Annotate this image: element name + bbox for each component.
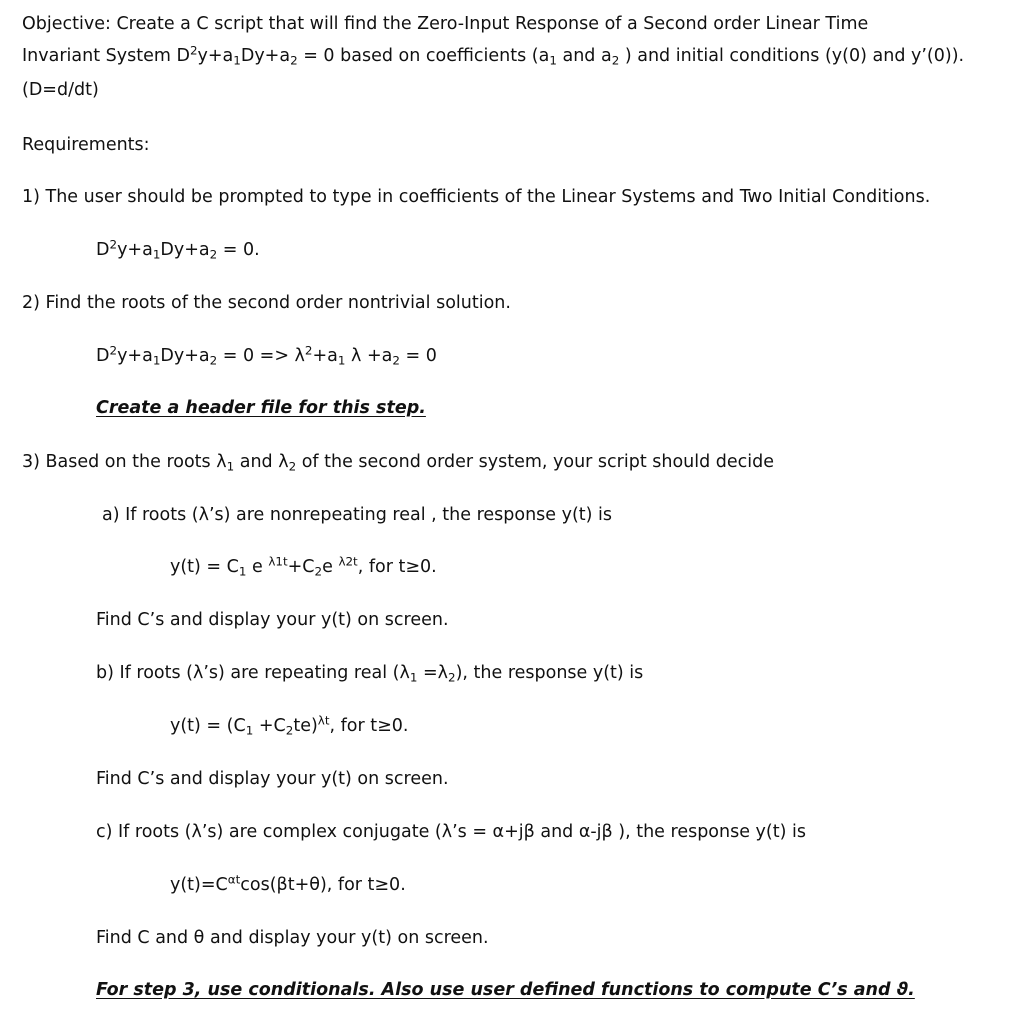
step-3a-find: Find C’s and display your y(t) on screen. (96, 610, 449, 630)
text: +C (287, 557, 315, 577)
superscript: λ2t (338, 554, 358, 569)
step-2-text: 2) Find the roots of the second order nontrivial solution. (22, 293, 511, 313)
step-3a-text: a) If roots (λ’s) are nonrepeating real , the response y(t) is (102, 505, 613, 525)
text: y+a (117, 346, 153, 366)
subscript: 1 (226, 459, 235, 474)
subscript: 1 (409, 670, 418, 685)
text: y(t)=C (170, 875, 228, 895)
text: ), the response y(t) is (455, 663, 644, 683)
step-3b-find: Find C’s and display your y(t) on screen. (96, 769, 449, 789)
superscript: λ1t (268, 554, 288, 569)
subscript: 2 (611, 53, 620, 68)
step-2-equation (96, 343, 437, 368)
step-3b-text (96, 663, 643, 685)
superscript: λt (317, 713, 330, 728)
subscript: 2 (285, 723, 294, 738)
objective-line-1: Objective: Create a C script that will find the Zero-Input Response of a Second order Linear Time (22, 14, 869, 34)
step-3c-equation (170, 872, 406, 897)
step-3c-text: c) If roots (λ’s) are complex conjugate (λ’s = α+jβ and α-jβ ), the response y(t) is (96, 822, 806, 842)
text: = 0. (217, 240, 260, 260)
superscript: 2 (109, 237, 118, 252)
subscript: 1 (152, 353, 161, 368)
text: +a (312, 346, 338, 366)
step-3-text (22, 452, 774, 474)
step-2-note: Create a header file for this step. (96, 398, 426, 418)
step-1-equation (96, 237, 260, 262)
subscript: 2 (209, 247, 218, 262)
text: and λ (234, 452, 289, 472)
text: and a (556, 46, 612, 66)
subscript: 2 (288, 459, 297, 474)
requirements-heading: Requirements: (22, 135, 150, 155)
text: Dy+a (240, 46, 291, 66)
text: = 0 based on coefficients (a (297, 46, 550, 66)
text: y(t) = C (170, 557, 239, 577)
text: = 0 => λ (217, 346, 305, 366)
text: b) If roots (λ’s) are repeating real (λ (96, 663, 410, 683)
text: λ +a (345, 346, 393, 366)
subscript: 2 (448, 670, 456, 685)
step-3-note: For step 3, use conditionals. Also use user defined functions to compute C’s and ϑ. (96, 980, 915, 1000)
text: , for t≥0. (357, 557, 437, 577)
step-3b-equation (170, 713, 409, 738)
text: Dy+a (160, 346, 210, 366)
text: te) (293, 716, 318, 736)
text: = 0 (399, 346, 437, 366)
text: y+a (117, 240, 153, 260)
subscript: 1 (233, 53, 241, 68)
subscript: 2 (209, 353, 218, 368)
text: Invariant System D (22, 46, 190, 66)
text: Dy+a (160, 240, 210, 260)
step-3a-equation (170, 554, 437, 579)
text: +C (253, 716, 286, 736)
text: D (96, 346, 110, 366)
text: y+a (197, 46, 234, 66)
superscript: 2 (189, 43, 198, 58)
superscript: 2 (109, 343, 118, 358)
text: cos(βt+θ), for t≥0. (240, 875, 406, 895)
text: e (246, 557, 269, 577)
step-3c-find: Find C and θ and display your y(t) on screen. (96, 928, 489, 948)
subscript: 1 (549, 53, 557, 68)
step-1-text: 1) The user should be prompted to type in coefficients of the Linear Systems and Two Initial Conditions. (22, 187, 931, 207)
text: =λ (417, 663, 449, 683)
subscript: 1 (152, 247, 161, 262)
text: e (322, 557, 339, 577)
objective-line-2 (22, 43, 965, 68)
subscript: 1 (245, 723, 254, 738)
superscript: 2 (304, 343, 313, 358)
text: , for t≥0. (329, 716, 409, 736)
subscript: 2 (290, 53, 298, 68)
objective-line-3: (D=d/dt) (22, 80, 99, 100)
subscript: 2 (314, 564, 323, 579)
text: of the second order system, your script should decide (296, 452, 775, 472)
text: ) and initial conditions (y(0) and y’(0)). (619, 46, 965, 66)
text: 3) Based on the roots λ (22, 452, 227, 472)
subscript: 1 (238, 564, 247, 579)
text: y(t) = (C (170, 716, 246, 736)
text: D (96, 240, 110, 260)
subscript: 1 (337, 353, 346, 368)
superscript: αt (227, 872, 241, 887)
subscript: 2 (392, 353, 400, 368)
